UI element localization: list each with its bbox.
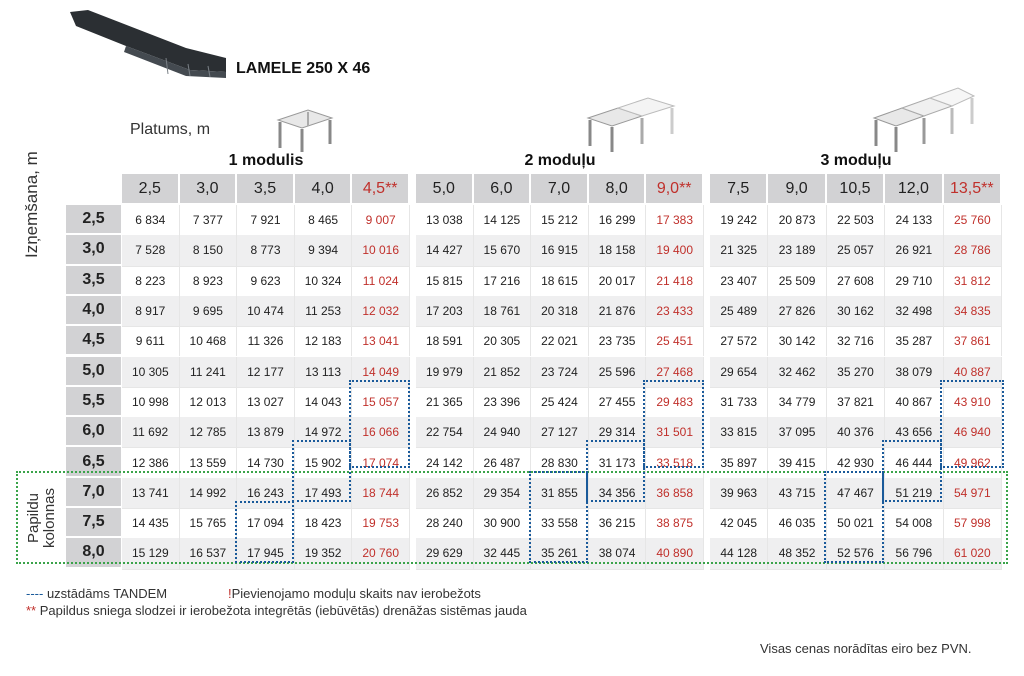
price-cell: 12 013 [180,387,238,417]
price-cell: 13 038 [416,205,474,235]
price-cell: 10 998 [122,387,180,417]
price-cell: 18 423 [295,508,353,538]
price-cell: 27 127 [531,417,589,447]
width-header-cell: 9,0 [768,174,826,203]
tandem-outline [292,440,351,502]
price-cell: 33 518 [646,447,704,477]
price-cell: 13 559 [180,447,238,477]
price-cell: 44 128 [710,538,768,568]
row-divider [416,569,704,570]
price-cell: 25 596 [589,357,647,387]
tandem-outline [824,471,884,563]
price-cell: 25 057 [827,235,885,265]
price-cell: 57 998 [944,508,1002,538]
price-cell: 50 021 [827,508,885,538]
price-cell: 17 203 [416,296,474,326]
price-cell: 21 418 [646,266,704,296]
width-header-cell: 6,0 [474,174,532,203]
module-3-heading: 3 moduļu [820,152,892,169]
price-cell: 18 615 [531,266,589,296]
price-cell: 25 424 [531,387,589,417]
price-cell: 14 043 [295,387,353,417]
price-cell: 29 483 [646,387,704,417]
length-header-cell: 6,5 [66,447,121,477]
price-cell: 33 815 [710,417,768,447]
price-cell: 8 773 [237,235,295,265]
price-cell: 15 129 [122,538,180,568]
tandem-outline [349,380,410,468]
price-cell: 19 242 [710,205,768,235]
price-cell: 20 873 [768,205,826,235]
price-cell: 54 008 [885,508,943,538]
price-cell: 14 049 [352,357,410,387]
price-cell: 40 887 [944,357,1002,387]
price-cell: 29 654 [710,357,768,387]
price-cell: 32 462 [768,357,826,387]
price-cell: 28 830 [531,447,589,477]
tandem-outline [235,501,294,563]
price-cell: 19 753 [352,508,410,538]
price-cell: 14 435 [122,508,180,538]
price-cell: 35 897 [710,447,768,477]
price-cell: 9 394 [295,235,353,265]
module-2-heading: 2 moduļu [524,152,596,169]
length-header-cell: 5,0 [66,357,121,387]
price-cell: 42 045 [710,508,768,538]
price-cell: 42 930 [827,447,885,477]
price-cell: 47 467 [827,478,885,508]
price-cell: 20 760 [352,538,410,568]
price-cell: 9 623 [237,266,295,296]
price-cell: 22 754 [416,417,474,447]
price-cell: 20 318 [531,296,589,326]
legend-tandem: ---- uzstādāms TANDEM [26,586,168,601]
price-cell: 29 314 [589,417,647,447]
price-cell: 28 240 [416,508,474,538]
price-cell: 26 487 [474,447,532,477]
price-cell: 15 212 [531,205,589,235]
price-cell: 54 971 [944,478,1002,508]
price-cell: 35 270 [827,357,885,387]
price-cell: 9 695 [180,296,238,326]
price-cell: 8 465 [295,205,353,235]
price-cell: 31 812 [944,266,1002,296]
price-cell: 21 365 [416,387,474,417]
price-cell: 39 415 [768,447,826,477]
price-cell: 27 572 [710,326,768,356]
price-cell: 46 035 [768,508,826,538]
price-cell: 40 890 [646,538,704,568]
price-cell: 16 243 [237,478,295,508]
price-cell: 10 474 [237,296,295,326]
module-1-heading: 1 modulis [228,152,304,169]
length-header-cell: 8,0 [66,538,121,568]
width-header-cell: 7,5 [710,174,768,203]
price-cell: 20 305 [474,326,532,356]
price-cell: 38 074 [589,538,647,568]
price-cell: 13 041 [352,326,410,356]
price-cell: 10 324 [295,266,353,296]
price-cell: 26 921 [885,235,943,265]
price-cell: 19 352 [295,538,353,568]
price-cell: 43 910 [944,387,1002,417]
price-cell: 21 876 [589,296,647,326]
price-cell: 17 493 [295,478,353,508]
tandem-outline [586,440,645,502]
price-cell: 14 125 [474,205,532,235]
price-cell: 35 261 [531,538,589,568]
length-header-cell: 4,0 [66,296,121,326]
price-cell: 17 074 [352,447,410,477]
price-cell: 31 173 [589,447,647,477]
price-cell: 27 468 [646,357,704,387]
price-cell: 23 433 [646,296,704,326]
price-cell: 11 241 [180,357,238,387]
pergola-1-module-icon [272,106,336,154]
price-cell: 36 858 [646,478,704,508]
price-cell: 19 979 [416,357,474,387]
price-cell: 22 503 [827,205,885,235]
price-cell: 28 786 [944,235,1002,265]
price-cell: 15 902 [295,447,353,477]
price-cell: 13 113 [295,357,353,387]
price-cell: 18 761 [474,296,532,326]
price-cell: 9 007 [352,205,410,235]
price-cell: 15 815 [416,266,474,296]
price-cell: 31 855 [531,478,589,508]
price-cell: 43 715 [768,478,826,508]
price-cell: 18 158 [589,235,647,265]
price-cell: 43 656 [885,417,943,447]
price-cell: 12 386 [122,447,180,477]
price-cell: 48 352 [768,538,826,568]
row-divider [122,569,410,570]
width-header-cell: 3,5 [237,174,295,203]
price-cell: 18 744 [352,478,410,508]
price-cell: 27 608 [827,266,885,296]
price-cell: 25 451 [646,326,704,356]
price-cell: 20 017 [589,266,647,296]
price-cell: 35 287 [885,326,943,356]
width-header-cell: 13,5** [944,174,1002,203]
price-cell: 61 020 [944,538,1002,568]
price-cell: 8 917 [122,296,180,326]
price-cell: 12 177 [237,357,295,387]
legend-unlimited-modules: !Pievienojamo moduļu skaits nav ierobežots [228,586,481,601]
price-cell: 46 444 [885,447,943,477]
price-cell: 34 835 [944,296,1002,326]
price-cell: 23 396 [474,387,532,417]
price-cell: 36 215 [589,508,647,538]
price-cell: 32 445 [474,538,532,568]
price-cell: 16 537 [180,538,238,568]
tandem-outline [529,471,588,563]
price-cell: 13 741 [122,478,180,508]
tandem-outline [882,440,942,502]
price-cell: 30 142 [768,326,826,356]
price-cell: 7 921 [237,205,295,235]
price-cell: 17 945 [237,538,295,568]
pergola-2-module-icon [584,96,680,156]
price-cell: 9 611 [122,326,180,356]
price-cell: 15 057 [352,387,410,417]
price-cell: 21 325 [710,235,768,265]
pergola-3-module-icon [872,84,976,156]
price-cell: 15 765 [180,508,238,538]
price-cell: 25 760 [944,205,1002,235]
price-cell: 14 427 [416,235,474,265]
price-cell: 27 826 [768,296,826,326]
price-cell: 6 834 [122,205,180,235]
price-cell: 16 299 [589,205,647,235]
width-axis-label: Platums, m [130,121,211,138]
price-cell: 11 326 [237,326,295,356]
tandem-outline [643,380,704,468]
width-header-cell: 3,0 [180,174,238,203]
price-cell: 26 852 [416,478,474,508]
price-cell: 16 915 [531,235,589,265]
length-header-cell: 2,5 [66,205,121,235]
length-header-cell: 3,5 [66,266,121,296]
width-header-cell: 5,0 [416,174,474,203]
legend-snow-load: ** Papildus sniega slodzei ir ierobežota integrētās (iebūvētās) drenāžas sistēmas jauda [26,603,527,618]
price-cell: 17 094 [237,508,295,538]
price-cell: 19 400 [646,235,704,265]
price-cell: 15 670 [474,235,532,265]
tandem-outline [940,380,1004,468]
price-cell: 37 821 [827,387,885,417]
price-cell: 34 779 [768,387,826,417]
price-cell: 46 940 [944,417,1002,447]
price-cell: 37 861 [944,326,1002,356]
price-cell: 24 133 [885,205,943,235]
price-cell: 27 455 [589,387,647,417]
price-cell: 32 716 [827,326,885,356]
price-cell: 12 032 [352,296,410,326]
width-header-cell: 2,5 [122,174,180,203]
price-cell: 18 591 [416,326,474,356]
price-cell: 23 735 [589,326,647,356]
price-cell: 22 021 [531,326,589,356]
length-header-cell: 5,5 [66,387,121,417]
length-header-cell: 6,0 [66,417,121,447]
width-header-cell: 9,0** [646,174,704,203]
price-cell: 11 253 [295,296,353,326]
price-cell: 24 142 [416,447,474,477]
length-header-cell: 7,0 [66,478,121,508]
price-cell: 10 016 [352,235,410,265]
row-divider [710,569,1002,570]
extra-columns-label: Papildu kolonnas [25,487,58,549]
price-cell: 7 377 [180,205,238,235]
price-cell: 23 407 [710,266,768,296]
width-header-cell: 12,0 [885,174,943,203]
price-cell: 40 867 [885,387,943,417]
price-cell: 13 879 [237,417,295,447]
price-cell: 25 509 [768,266,826,296]
price-cell: 21 852 [474,357,532,387]
price-cell: 31 501 [646,417,704,447]
price-cell: 33 558 [531,508,589,538]
price-cell: 32 498 [885,296,943,326]
price-cell: 30 162 [827,296,885,326]
price-cell: 10 305 [122,357,180,387]
footer-note: Visas cenas norādītas eiro bez PVN. [760,641,972,656]
length-header-cell: 7,5 [66,508,121,538]
price-cell: 29 354 [474,478,532,508]
price-cell: 8 150 [180,235,238,265]
price-cell: 17 216 [474,266,532,296]
page-title: LAMELE 250 X 46 [236,60,371,77]
price-cell: 11 024 [352,266,410,296]
price-cell: 30 900 [474,508,532,538]
width-header-cell: 4,5** [352,174,410,203]
width-header-cell: 4,0 [295,174,353,203]
price-cell: 37 095 [768,417,826,447]
price-cell: 29 629 [416,538,474,568]
price-cell: 23 189 [768,235,826,265]
width-header-cell: 7,0 [531,174,589,203]
price-cell: 14 992 [180,478,238,508]
lamella-profile-icon [66,8,236,80]
price-cell: 8 223 [122,266,180,296]
price-cell: 40 376 [827,417,885,447]
price-cell: 34 356 [589,478,647,508]
price-cell: 39 963 [710,478,768,508]
length-header-cell: 4,5 [66,326,121,356]
price-cell: 12 785 [180,417,238,447]
price-cell: 14 972 [295,417,353,447]
price-cell: 31 733 [710,387,768,417]
price-cell: 38 079 [885,357,943,387]
price-cell: 56 796 [885,538,943,568]
price-cell: 7 528 [122,235,180,265]
price-cell: 24 940 [474,417,532,447]
width-header-cell: 10,5 [827,174,885,203]
price-cell: 29 710 [885,266,943,296]
price-cell: 13 027 [237,387,295,417]
price-cell: 38 875 [646,508,704,538]
price-cell: 25 489 [710,296,768,326]
price-cell: 11 692 [122,417,180,447]
price-cell: 8 923 [180,266,238,296]
price-cell: 17 383 [646,205,704,235]
price-cell: 14 730 [237,447,295,477]
price-cell: 16 066 [352,417,410,447]
length-header-cell: 3,0 [66,235,121,265]
length-axis-label: Izņemšana, m [22,151,41,258]
price-cell: 52 576 [827,538,885,568]
width-header-cell: 8,0 [589,174,647,203]
price-cell: 49 962 [944,447,1002,477]
price-cell: 23 724 [531,357,589,387]
price-cell: 51 219 [885,478,943,508]
price-cell: 12 183 [295,326,353,356]
price-cell: 10 468 [180,326,238,356]
